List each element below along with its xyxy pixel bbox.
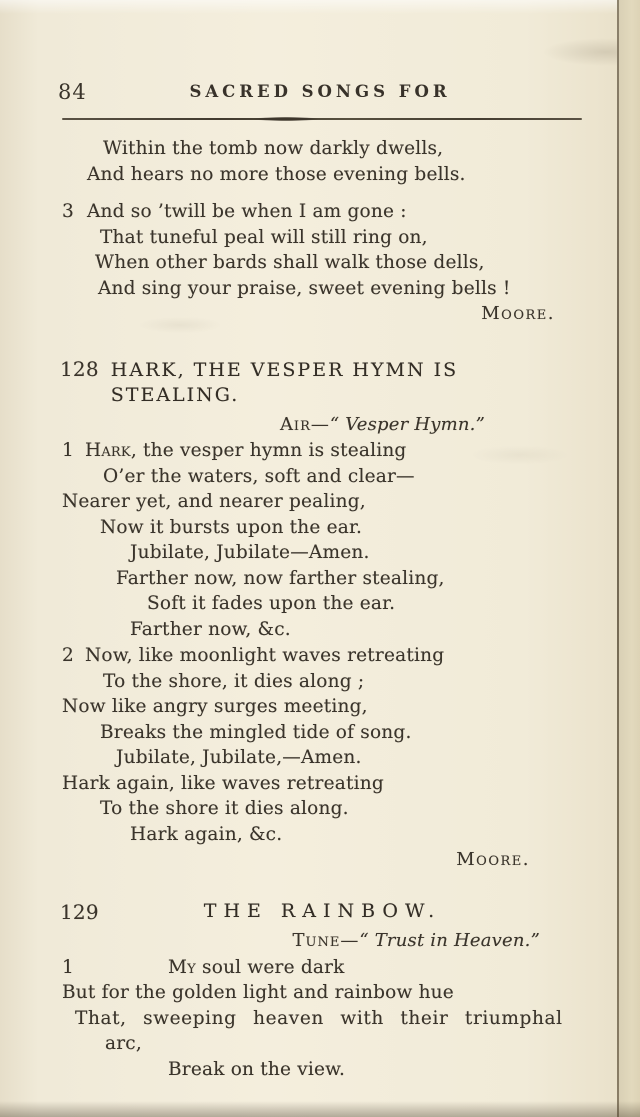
verse-line [60, 955, 585, 981]
verse-number: 2 [62, 645, 74, 666]
verse-line [60, 438, 585, 464]
verse-line: And hears no more those evening bells. [87, 163, 466, 185]
verse-1 [60, 438, 585, 642]
verse-line: That tuneful peal will still ring on, [100, 226, 428, 248]
attribution: Moore. [481, 303, 555, 324]
song-heading [60, 899, 585, 925]
verse-line: And sing your praise, sweet evening bells ! [98, 277, 511, 299]
page-edge-line [617, 0, 619, 1117]
verse-line: Now like angry surges meeting, [62, 696, 368, 717]
header-rule [62, 118, 582, 120]
verse-line [60, 199, 585, 225]
verse-text: Now, like moonlight waves retreating [85, 645, 445, 666]
verse-line: O’er the waters, soft and clear— [103, 465, 415, 487]
page-content [0, 120, 640, 1082]
verse-text: the vesper hymn is stealing [143, 440, 407, 461]
page-edge-strip [619, 0, 640, 1117]
stanza [60, 136, 585, 187]
verse-line: Jubilate, Jubilate,—Amen. [116, 747, 362, 768]
verse-number: 1 [62, 956, 74, 978]
attribution: Moore. [456, 849, 530, 870]
verse-line: Break on the view. [168, 1058, 346, 1080]
stanza [60, 199, 585, 301]
verse-line: To the shore it dies along. [100, 798, 349, 819]
verse-line: To the shore, it dies along ; [103, 670, 365, 692]
song-title: HARK, THE VESPER HYMN IS STEALING. [110, 358, 459, 406]
verse-line: Now it bursts upon the ear. [100, 516, 363, 538]
verse-line: Breaks the mingled tide of song. [100, 721, 412, 743]
stanza-number: 3 [62, 201, 74, 222]
verse-line: arc, [105, 1033, 142, 1054]
lead-word: Hark, [85, 440, 137, 461]
song-number: 128 [60, 356, 99, 381]
verse-line: That, sweeping heaven with their triumphal [75, 1007, 563, 1029]
verse-line: Within the tomb now darkly dwells, [103, 138, 444, 159]
tune-label: Tune— [292, 930, 360, 951]
verse-line: Farther now, &c. [130, 618, 291, 640]
verse-line: Hark again, &c. [130, 823, 283, 845]
verse-line: Hark again, like waves retreating [62, 772, 384, 794]
air-label: Air— [279, 413, 330, 435]
verse-1 [60, 955, 585, 1083]
verse-line: When other bards shall walk those dells, [95, 252, 485, 273]
verse-number: 1 [62, 440, 74, 461]
running-title: SACRED SONGS FOR [189, 82, 451, 101]
lead-word: My [168, 956, 196, 978]
song-number: 129 [60, 899, 99, 924]
verse-line: Farther now, now farther stealing, [116, 567, 445, 589]
tune-line [60, 928, 585, 954]
verse-line: But for the golden light and rainbow hue [62, 982, 454, 1003]
air-title: “ Vesper Hymn.” [329, 413, 485, 435]
page-header [0, 78, 640, 112]
verse-text: And so ’twill be when I am gone : [87, 201, 407, 222]
verse-line: Nearer yet, and nearer pealing, [62, 491, 366, 512]
air-line [60, 412, 585, 438]
rule-ornament [254, 117, 318, 121]
verse-line: Jubilate, Jubilate—Amen. [130, 542, 370, 563]
verse-line: Soft it fades upon the ear. [147, 593, 396, 614]
page-number: 84 [58, 80, 87, 104]
song-title: THE RAINBOW. [203, 899, 442, 922]
verse-2 [60, 643, 585, 847]
bottom-shadow [0, 1101, 640, 1117]
song-heading [60, 357, 585, 409]
tune-title: “ Trust in Heaven.” [359, 930, 540, 951]
verse-line [60, 643, 585, 669]
verse-text: soul were dark [202, 956, 345, 978]
